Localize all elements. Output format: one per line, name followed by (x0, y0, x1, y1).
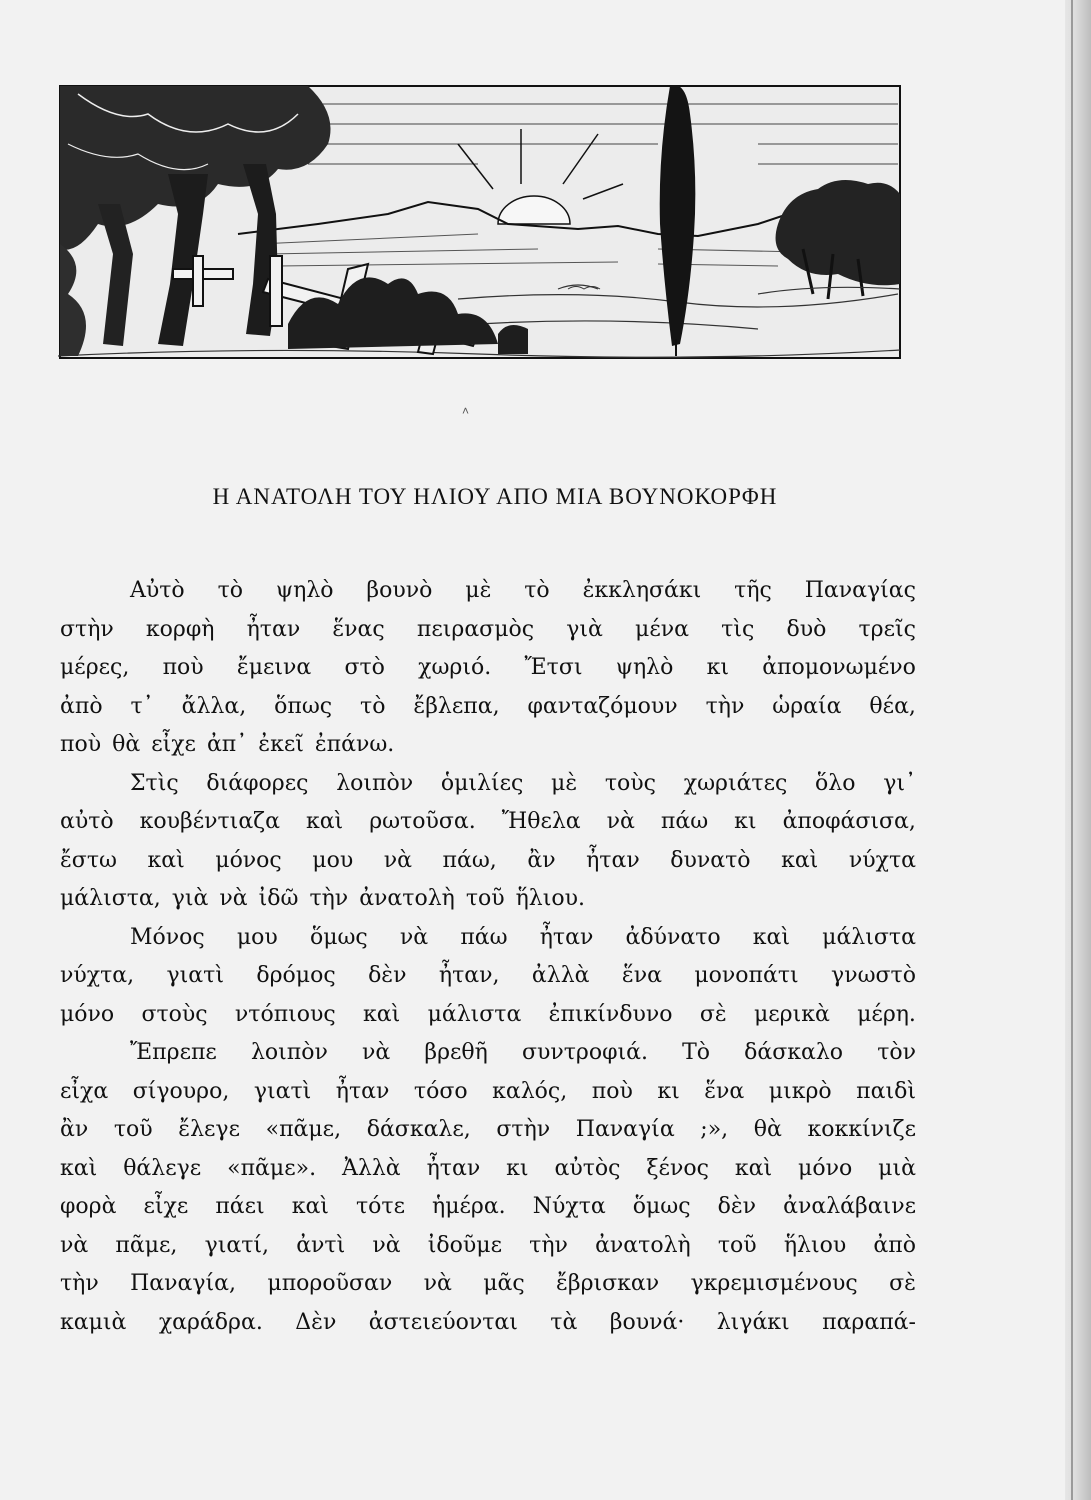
text-line: φορὰ εἶχε πάει καὶ τότε ἡμέρα. Νύχτα ὅμως δὲν ἀναλάβαινε (60, 1194, 916, 1219)
page-edge-line (1071, 0, 1073, 1500)
text-line: μόνο στοὺς ντόπιους καὶ μάλιστα ἐπικίνδυνο σὲ μερικὰ μέρη. (60, 1001, 916, 1027)
text-line: ἂν τοῦ ἔλεγε «πᾶμε, δάσκαλε, στὴν Παναγία ;», θὰ κοκκίνιζε (60, 1117, 916, 1142)
text-line: νύχτα, γιατὶ δρόμος δὲν ἦταν, ἀλλὰ ἕνα μονοπάτι γνωστὸ (60, 963, 916, 988)
text-line: νὰ πᾶμε, γιατί, ἀντὶ νὰ ἰδοῦμε τὴν ἀνατολὴ τοῦ ἥλιου ἀπὸ (60, 1232, 916, 1258)
text-line: εἶχα σίγουρο, γιατὶ ἦταν τόσο καλός, ποὺ κι ἕνα μικρὸ παιδὶ (60, 1078, 916, 1104)
text-line: ἀπὸ τ᾽ ἄλλα, ὅπως τὸ ἔβλεπα, φανταζόμουν τὴν ὡραία θέα, (60, 693, 916, 719)
text-line: καμιὰ χαράδρα. Δὲν ἀστειεύονται τὰ βουνά· λιγάκι παραπά- (60, 1309, 916, 1335)
text-line: καὶ θάλεγε «πᾶμε». Ἀλλὰ ἦταν κι αὐτὸς ξένος καὶ μόνο μιὰ (60, 1155, 916, 1181)
body-text (60, 572, 916, 1342)
text-line: ἔστω καὶ μόνος μου νὰ πάω, ἂν ἦταν δυνατὸ καὶ νύχτα (60, 847, 916, 873)
sunrise-drawing (58, 84, 904, 384)
text-line: τὴν Παναγία, μποροῦσαν νὰ μᾶς ἔβρισκαν γκρεμισμένους σὲ (60, 1271, 916, 1296)
page-edge (1065, 0, 1091, 1500)
chapter-title: Η ΑΝΑΤΟΛΗ ΤΟΥ ΗΛΙΟΥ ΑΠΟ ΜΙΑ ΒΟΥΝΟΚΟΡΦΗ (212, 484, 778, 509)
landscape-illustration (58, 84, 904, 384)
text-line: μάλιστα, γιὰ νὰ ἰδῶ τὴν ἀνατολὴ τοῦ ἥλιου. (60, 886, 585, 911)
text-line: Στὶς διάφορες λοιπὸν ὁμιλίες μὲ τοὺς χωριάτες ὅλο γι᾽ (130, 770, 916, 796)
text-line: Ἔπρεπε λοιπὸν νὰ βρεθῆ συντροφιά. Τὸ δάσκαλο τὸν (130, 1040, 916, 1065)
print-mark: ˄ (462, 404, 470, 418)
text-line: Αὐτὸ τὸ ψηλὸ βουνὸ μὲ τὸ ἐκκλησάκι τῆς Παναγίας (130, 578, 916, 603)
text-line: ποὺ θὰ εἶχε ἀπ᾽ ἐκεῖ ἐπάνω. (60, 732, 395, 757)
text-line: Μόνος μου ὅμως νὰ πάω ἦταν ἀδύνατο καὶ μάλιστα (130, 924, 916, 950)
text-line: στὴν κορφὴ ἦταν ἕνας πειρασμὸς γιὰ μένα τὶς δυὸ τρεῖς (60, 616, 916, 642)
text-line: αὐτὸ κουβέντιαζα καὶ ρωτοῦσα. Ἤθελα νὰ πάω κι ἀποφάσισα, (60, 809, 916, 834)
text-line: μέρες, ποὺ ἔμεινα στὸ χωριό. Ἔτσι ψηλὸ κι ἀπομονωμένο (60, 655, 916, 680)
